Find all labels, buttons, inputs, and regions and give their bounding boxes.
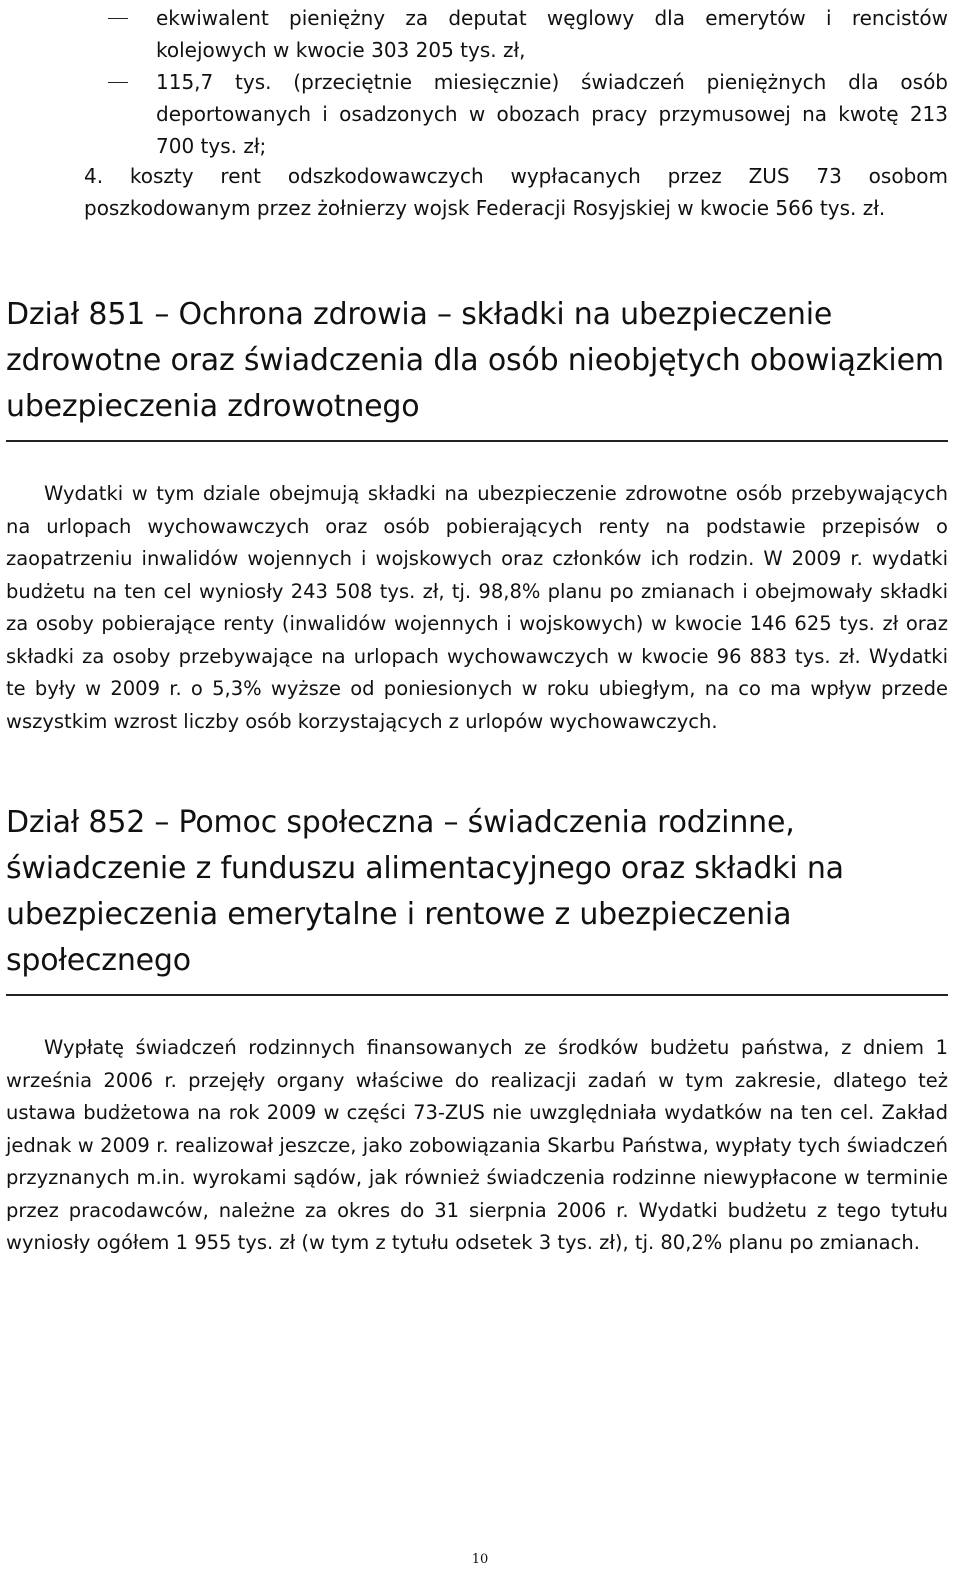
bullet-list bbox=[108, 2, 948, 162]
section-heading-851: Dział 851 – Ochrona zdrowia – składki na ubezpieczenie zdrowotne oraz świadczenia dla osób nieobjętych obowiązkiem ubezpieczenia zdrowotnego bbox=[6, 292, 948, 442]
numbered-item bbox=[84, 160, 948, 224]
page-number: 10 bbox=[471, 1552, 489, 1567]
section-paragraph-852: Wypłatę świadczeń rodzinnych finansowanych ze środków budżetu państwa, z dniem 1 września 2006 r. przejęły organy właściwe do realizacji zadań w tym zakresie, dlatego też ustawa budżetowa na rok 2009 w części 73-ZUS nie uwzględniała wydatków na ten cel. Zakład jednak w 2009 r. realizował jeszcze, jako zobowiązania Skarbu Państwa, wypłaty tych świadczeń przyznanych m.in. wyrokami sądów, jak również świadczenia rodzinne niewypłacone w terminie przez pracodawców, należne za okres do 31 sierpnia 2006 r. Wydatki budżetu z tego tytułu wyniosły ogółem 1 955 tys. zł (w tym z tytułu odsetek 3 tys. zł), tj. 80,2% planu po zmianach. bbox=[6, 1036, 948, 1254]
item-text: koszty rent odszkodowawczych wypłacanych przez ZUS 73 osobom poszkodowanym przez żołnierzy wojsk Federacji Rosyjskiej w kwocie 566 tys. zł. bbox=[84, 164, 948, 220]
section-heading-852: Dział 852 – Pomoc społeczna – świadczenia rodzinne, świadczenie z funduszu alimentacyjnego oraz składki na ubezpieczenia emerytalne i rentowe z ubezpieczenia społecznego bbox=[6, 800, 948, 996]
bullet-text: ekwiwalent pieniężny za deputat węglowy dla emerytów i rencistów kolejowych w kwocie 303 205 tys. zł, bbox=[156, 6, 948, 62]
bullet-text: 115,7 tys. (przeciętnie miesięcznie) świadczeń pieniężnych dla osób deportowanych i osadzonych w obozach pracy przymusowej na kwotę 213 700 tys. zł; bbox=[156, 70, 948, 158]
dash-bullet-icon bbox=[108, 18, 128, 19]
dash-bullet-icon bbox=[108, 82, 128, 83]
item-number: 4. bbox=[84, 164, 104, 188]
section-paragraph-851: Wydatki w tym dziale obejmują składki na ubezpieczenie zdrowotne osób przebywających na urlopach wychowawczych oraz osób pobierających renty na podstawie przepisów o zaopatrzeniu inwalidów wojennych i wojskowych oraz członków ich rodzin. W 2009 r. wydatki budżetu na ten cel wyniosły 243 508 tys. zł, tj. 98,8% planu po zmianach i obejmowały składki za osoby pobierające renty (inwalidów wojennych i wojskowych) w kwocie 146 625 tys. zł oraz składki za osoby przebywające na urlopach wychowawczych w kwocie 96 883 tys. zł. Wydatki te były w 2009 r. o 5,3% wyższe od poniesionych w roku ubiegłym, na co ma wpływ przede wszystkim wzrost liczby osób korzystających z urlopów wychowawczych. bbox=[6, 482, 948, 733]
list-item bbox=[108, 66, 948, 162]
numbered-item-text bbox=[84, 160, 948, 224]
list-item bbox=[108, 2, 948, 66]
